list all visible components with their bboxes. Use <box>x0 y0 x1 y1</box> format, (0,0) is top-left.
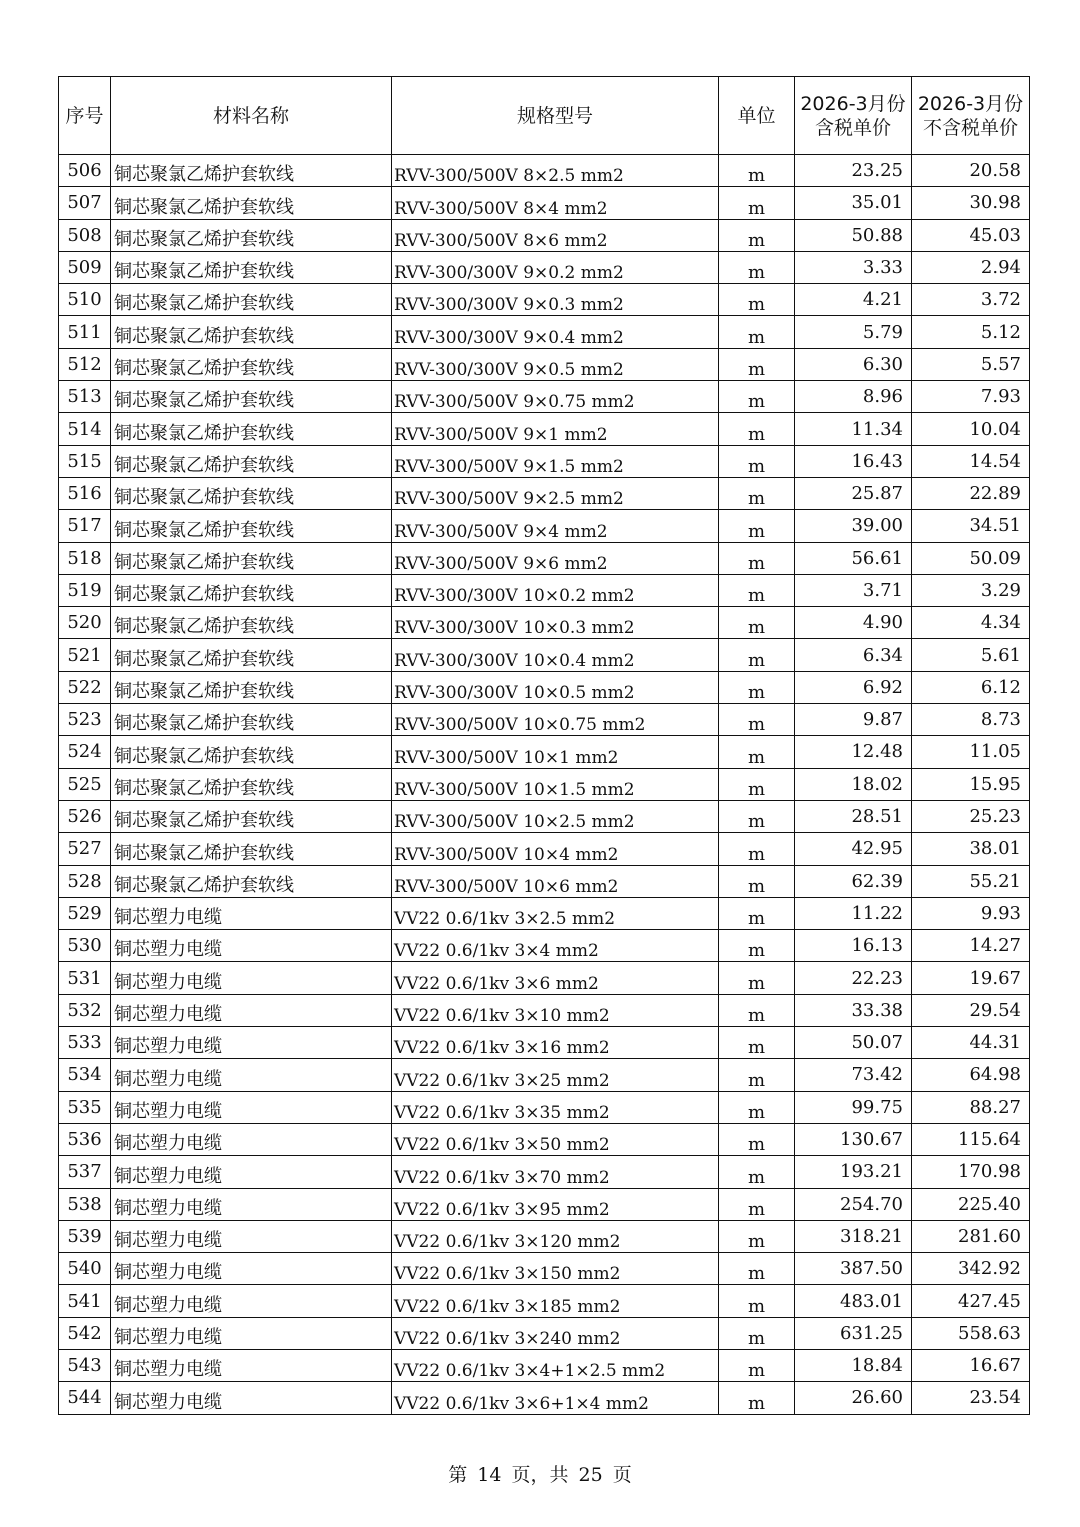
table-row <box>59 897 1030 929</box>
cell-unit: m <box>719 1156 795 1188</box>
cell-price-tax: 26.60 <box>795 1382 912 1414</box>
table-row <box>59 381 1030 413</box>
cell-unit: m <box>719 671 795 703</box>
cell-name: 铜芯聚氯乙烯护套软线 <box>111 445 392 477</box>
cell-name: 铜芯聚氯乙烯护套软线 <box>111 800 392 832</box>
table-row <box>59 1156 1030 1188</box>
cell-price-tax: 318.21 <box>795 1220 912 1252</box>
header-price-tax-line2: 含税单价 <box>814 116 891 139</box>
cell-no: 509 <box>59 251 111 283</box>
cell-no: 543 <box>59 1349 111 1381</box>
cell-no: 523 <box>59 704 111 736</box>
cell-price-notax: 6.12 <box>912 671 1030 703</box>
cell-spec: VV22 0.6/1kv 3×16 mm2 <box>392 1027 719 1059</box>
cell-spec: RVV-300/300V 9×0.4 mm2 <box>392 316 719 348</box>
table-row <box>59 284 1030 316</box>
cell-spec: RVV-300/500V 10×6 mm2 <box>392 865 719 897</box>
cell-spec: VV22 0.6/1kv 3×70 mm2 <box>392 1156 719 1188</box>
header-price-tax-line1: 2026-3月份 <box>800 92 906 115</box>
cell-price-notax: 5.61 <box>912 639 1030 671</box>
cell-unit: m <box>719 1253 795 1285</box>
cell-unit: m <box>719 187 795 219</box>
cell-no: 541 <box>59 1285 111 1317</box>
table-row <box>59 800 1030 832</box>
cell-spec: VV22 0.6/1kv 3×120 mm2 <box>392 1220 719 1252</box>
cell-unit: m <box>719 865 795 897</box>
cell-unit: m <box>719 1349 795 1381</box>
cell-no: 519 <box>59 574 111 606</box>
cell-spec: RVV-300/500V 9×1 mm2 <box>392 413 719 445</box>
cell-name: 铜芯聚氯乙烯护套软线 <box>111 510 392 542</box>
cell-name: 铜芯塑力电缆 <box>111 1253 392 1285</box>
cell-price-tax: 193.21 <box>795 1156 912 1188</box>
table-row <box>59 542 1030 574</box>
table-row <box>59 930 1030 962</box>
table-row <box>59 1349 1030 1381</box>
table-row <box>59 1123 1030 1155</box>
cell-name: 铜芯聚氯乙烯护套软线 <box>111 381 392 413</box>
cell-price-notax: 342.92 <box>912 1253 1030 1285</box>
cell-unit: m <box>719 736 795 768</box>
table-row <box>59 445 1030 477</box>
cell-unit: m <box>719 833 795 865</box>
cell-spec: RVV-300/300V 9×0.3 mm2 <box>392 284 719 316</box>
table-row <box>59 1253 1030 1285</box>
cell-price-tax: 387.50 <box>795 1253 912 1285</box>
cell-price-tax: 11.22 <box>795 897 912 929</box>
table-row <box>59 510 1030 542</box>
cell-no: 510 <box>59 284 111 316</box>
cell-spec: RVV-300/300V 10×0.4 mm2 <box>392 639 719 671</box>
cell-no: 540 <box>59 1253 111 1285</box>
table-row <box>59 962 1030 994</box>
cell-unit: m <box>719 155 795 187</box>
cell-price-tax: 18.84 <box>795 1349 912 1381</box>
cell-unit: m <box>719 768 795 800</box>
cell-spec: RVV-300/500V 8×2.5 mm2 <box>392 155 719 187</box>
cell-name: 铜芯聚氯乙烯护套软线 <box>111 187 392 219</box>
cell-unit: m <box>719 219 795 251</box>
cell-spec: VV22 0.6/1kv 3×240 mm2 <box>392 1317 719 1349</box>
page-footer <box>0 1460 1080 1487</box>
cell-price-notax: 14.27 <box>912 930 1030 962</box>
cell-name: 铜芯聚氯乙烯护套软线 <box>111 316 392 348</box>
table-row <box>59 1091 1030 1123</box>
cell-unit: m <box>719 251 795 283</box>
cell-price-tax: 16.43 <box>795 445 912 477</box>
cell-price-tax: 483.01 <box>795 1285 912 1317</box>
cell-price-notax: 23.54 <box>912 1382 1030 1414</box>
cell-spec: RVV-300/500V 9×4 mm2 <box>392 510 719 542</box>
footer-total-pages: 25 <box>578 1464 603 1486</box>
header-no: 序号 <box>59 77 111 155</box>
cell-price-tax: 22.23 <box>795 962 912 994</box>
cell-no: 521 <box>59 639 111 671</box>
cell-price-notax: 14.54 <box>912 445 1030 477</box>
cell-price-tax: 42.95 <box>795 833 912 865</box>
cell-no: 534 <box>59 1059 111 1091</box>
cell-no: 514 <box>59 413 111 445</box>
cell-price-tax: 6.34 <box>795 639 912 671</box>
cell-no: 520 <box>59 607 111 639</box>
cell-price-notax: 9.93 <box>912 897 1030 929</box>
cell-price-tax: 50.88 <box>795 219 912 251</box>
table-row <box>59 219 1030 251</box>
cell-name: 铜芯塑力电缆 <box>111 1027 392 1059</box>
table-row <box>59 865 1030 897</box>
table-row <box>59 348 1030 380</box>
table-row <box>59 736 1030 768</box>
table-row <box>59 187 1030 219</box>
cell-price-tax: 25.87 <box>795 477 912 509</box>
table-row <box>59 1059 1030 1091</box>
cell-spec: VV22 0.6/1kv 3×2.5 mm2 <box>392 897 719 929</box>
cell-no: 511 <box>59 316 111 348</box>
table-row <box>59 1317 1030 1349</box>
cell-name: 铜芯塑力电缆 <box>111 1285 392 1317</box>
cell-name: 铜芯聚氯乙烯护套软线 <box>111 574 392 606</box>
cell-price-notax: 19.67 <box>912 962 1030 994</box>
cell-spec: VV22 0.6/1kv 3×6 mm2 <box>392 962 719 994</box>
cell-name: 铜芯聚氯乙烯护套软线 <box>111 477 392 509</box>
table-row <box>59 704 1030 736</box>
cell-price-notax: 225.40 <box>912 1188 1030 1220</box>
cell-no: 506 <box>59 155 111 187</box>
cell-spec: RVV-300/500V 9×0.75 mm2 <box>392 381 719 413</box>
cell-unit: m <box>719 607 795 639</box>
cell-name: 铜芯聚氯乙烯护套软线 <box>111 833 392 865</box>
cell-no: 539 <box>59 1220 111 1252</box>
cell-no: 517 <box>59 510 111 542</box>
cell-no: 528 <box>59 865 111 897</box>
cell-spec: VV22 0.6/1kv 3×50 mm2 <box>392 1123 719 1155</box>
cell-price-notax: 25.23 <box>912 800 1030 832</box>
cell-no: 512 <box>59 348 111 380</box>
cell-price-tax: 254.70 <box>795 1188 912 1220</box>
table-row <box>59 833 1030 865</box>
cell-price-tax: 99.75 <box>795 1091 912 1123</box>
cell-no: 513 <box>59 381 111 413</box>
footer-suffix: 页 <box>612 1464 632 1486</box>
cell-price-notax: 170.98 <box>912 1156 1030 1188</box>
cell-price-notax: 115.64 <box>912 1123 1030 1155</box>
table-row <box>59 413 1030 445</box>
header-price-notax-line2: 不含税单价 <box>922 116 1018 139</box>
cell-name: 铜芯塑力电缆 <box>111 962 392 994</box>
cell-price-notax: 50.09 <box>912 542 1030 574</box>
footer-prefix: 第 <box>448 1464 468 1486</box>
cell-name: 铜芯聚氯乙烯护套软线 <box>111 639 392 671</box>
cell-name: 铜芯塑力电缆 <box>111 1349 392 1381</box>
cell-unit: m <box>719 284 795 316</box>
cell-name: 铜芯聚氯乙烯护套软线 <box>111 219 392 251</box>
cell-name: 铜芯聚氯乙烯护套软线 <box>111 736 392 768</box>
cell-no: 537 <box>59 1156 111 1188</box>
cell-no: 530 <box>59 930 111 962</box>
cell-name: 铜芯聚氯乙烯护套软线 <box>111 284 392 316</box>
cell-unit: m <box>719 413 795 445</box>
cell-price-notax: 7.93 <box>912 381 1030 413</box>
cell-price-tax: 33.38 <box>795 994 912 1026</box>
cell-price-tax: 16.13 <box>795 930 912 962</box>
cell-unit: m <box>719 1091 795 1123</box>
cell-no: 522 <box>59 671 111 703</box>
cell-no: 508 <box>59 219 111 251</box>
cell-price-tax: 4.90 <box>795 607 912 639</box>
header-price-notax-line1: 2026-3月份 <box>917 92 1024 115</box>
cell-price-tax: 6.30 <box>795 348 912 380</box>
cell-spec: VV22 0.6/1kv 3×95 mm2 <box>392 1188 719 1220</box>
cell-spec: RVV-300/500V 8×6 mm2 <box>392 219 719 251</box>
header-price-tax <box>795 77 912 155</box>
cell-unit: m <box>719 1382 795 1414</box>
cell-name: 铜芯聚氯乙烯护套软线 <box>111 413 392 445</box>
cell-spec: RVV-300/500V 10×0.75 mm2 <box>392 704 719 736</box>
cell-unit: m <box>719 1123 795 1155</box>
cell-price-tax: 50.07 <box>795 1027 912 1059</box>
header-name: 材料名称 <box>111 77 392 155</box>
cell-unit: m <box>719 574 795 606</box>
cell-spec: VV22 0.6/1kv 3×150 mm2 <box>392 1253 719 1285</box>
cell-unit: m <box>719 477 795 509</box>
cell-unit: m <box>719 1220 795 1252</box>
table-row <box>59 639 1030 671</box>
cell-price-tax: 28.51 <box>795 800 912 832</box>
cell-price-tax: 35.01 <box>795 187 912 219</box>
header-unit: 单位 <box>719 77 795 155</box>
cell-no: 542 <box>59 1317 111 1349</box>
table-row <box>59 1188 1030 1220</box>
cell-unit: m <box>719 897 795 929</box>
cell-spec: RVV-300/500V 9×2.5 mm2 <box>392 477 719 509</box>
cell-no: 507 <box>59 187 111 219</box>
cell-name: 铜芯聚氯乙烯护套软线 <box>111 155 392 187</box>
table-row <box>59 1285 1030 1317</box>
cell-spec: RVV-300/500V 8×4 mm2 <box>392 187 719 219</box>
cell-price-notax: 22.89 <box>912 477 1030 509</box>
table-row <box>59 251 1030 283</box>
cell-price-notax: 5.12 <box>912 316 1030 348</box>
cell-price-tax: 3.33 <box>795 251 912 283</box>
cell-spec: VV22 0.6/1kv 3×10 mm2 <box>392 994 719 1026</box>
cell-name: 铜芯塑力电缆 <box>111 1059 392 1091</box>
cell-unit: m <box>719 1317 795 1349</box>
table-row <box>59 994 1030 1026</box>
cell-name: 铜芯塑力电缆 <box>111 1091 392 1123</box>
table-row <box>59 768 1030 800</box>
cell-price-tax: 73.42 <box>795 1059 912 1091</box>
cell-price-notax: 88.27 <box>912 1091 1030 1123</box>
table-row <box>59 574 1030 606</box>
cell-no: 529 <box>59 897 111 929</box>
cell-price-notax: 45.03 <box>912 219 1030 251</box>
cell-price-notax: 8.73 <box>912 704 1030 736</box>
cell-spec: RVV-300/300V 10×0.3 mm2 <box>392 607 719 639</box>
cell-name: 铜芯聚氯乙烯护套软线 <box>111 704 392 736</box>
cell-price-notax: 2.94 <box>912 251 1030 283</box>
cell-name: 铜芯聚氯乙烯护套软线 <box>111 251 392 283</box>
cell-no: 526 <box>59 800 111 832</box>
cell-price-notax: 5.57 <box>912 348 1030 380</box>
table-row <box>59 477 1030 509</box>
cell-no: 516 <box>59 477 111 509</box>
cell-price-notax: 11.05 <box>912 736 1030 768</box>
cell-unit: m <box>719 445 795 477</box>
cell-price-notax: 3.29 <box>912 574 1030 606</box>
header-price-notax <box>912 77 1030 155</box>
cell-price-tax: 6.92 <box>795 671 912 703</box>
cell-price-notax: 20.58 <box>912 155 1030 187</box>
cell-price-tax: 18.02 <box>795 768 912 800</box>
cell-price-notax: 558.63 <box>912 1317 1030 1349</box>
cell-name: 铜芯塑力电缆 <box>111 1123 392 1155</box>
table-row <box>59 155 1030 187</box>
cell-spec: RVV-300/500V 9×6 mm2 <box>392 542 719 574</box>
cell-name: 铜芯塑力电缆 <box>111 930 392 962</box>
cell-name: 铜芯聚氯乙烯护套软线 <box>111 348 392 380</box>
cell-name: 铜芯塑力电缆 <box>111 994 392 1026</box>
table-row <box>59 316 1030 348</box>
table-row <box>59 671 1030 703</box>
cell-price-notax: 281.60 <box>912 1220 1030 1252</box>
cell-unit: m <box>719 930 795 962</box>
cell-name: 铜芯聚氯乙烯护套软线 <box>111 607 392 639</box>
price-table <box>58 76 1030 1415</box>
cell-unit: m <box>719 381 795 413</box>
cell-spec: VV22 0.6/1kv 3×35 mm2 <box>392 1091 719 1123</box>
cell-price-tax: 56.61 <box>795 542 912 574</box>
cell-price-notax: 34.51 <box>912 510 1030 542</box>
cell-no: 527 <box>59 833 111 865</box>
footer-middle: 页，共 <box>511 1464 569 1486</box>
cell-price-notax: 55.21 <box>912 865 1030 897</box>
cell-price-tax: 39.00 <box>795 510 912 542</box>
cell-price-tax: 12.48 <box>795 736 912 768</box>
cell-unit: m <box>719 316 795 348</box>
cell-price-notax: 427.45 <box>912 1285 1030 1317</box>
cell-no: 531 <box>59 962 111 994</box>
cell-spec: VV22 0.6/1kv 3×185 mm2 <box>392 1285 719 1317</box>
cell-no: 532 <box>59 994 111 1026</box>
cell-unit: m <box>719 348 795 380</box>
cell-spec: VV22 0.6/1kv 3×6+1×4 mm2 <box>392 1382 719 1414</box>
cell-name: 铜芯聚氯乙烯护套软线 <box>111 865 392 897</box>
table-header-row <box>59 77 1030 155</box>
cell-unit: m <box>719 994 795 1026</box>
cell-no: 536 <box>59 1123 111 1155</box>
cell-spec: RVV-300/300V 10×0.5 mm2 <box>392 671 719 703</box>
cell-price-notax: 4.34 <box>912 607 1030 639</box>
cell-price-notax: 15.95 <box>912 768 1030 800</box>
cell-name: 铜芯塑力电缆 <box>111 1317 392 1349</box>
cell-price-notax: 38.01 <box>912 833 1030 865</box>
cell-spec: VV22 0.6/1kv 3×25 mm2 <box>392 1059 719 1091</box>
cell-unit: m <box>719 510 795 542</box>
cell-price-notax: 64.98 <box>912 1059 1030 1091</box>
cell-price-tax: 3.71 <box>795 574 912 606</box>
cell-name: 铜芯聚氯乙烯护套软线 <box>111 542 392 574</box>
cell-name: 铜芯塑力电缆 <box>111 897 392 929</box>
cell-spec: RVV-300/500V 10×1 mm2 <box>392 736 719 768</box>
cell-name: 铜芯塑力电缆 <box>111 1188 392 1220</box>
cell-name: 铜芯聚氯乙烯护套软线 <box>111 768 392 800</box>
cell-spec: RVV-300/300V 10×0.2 mm2 <box>392 574 719 606</box>
cell-spec: VV22 0.6/1kv 3×4 mm2 <box>392 930 719 962</box>
cell-name: 铜芯塑力电缆 <box>111 1156 392 1188</box>
cell-name: 铜芯聚氯乙烯护套软线 <box>111 671 392 703</box>
cell-no: 525 <box>59 768 111 800</box>
header-spec: 规格型号 <box>392 77 719 155</box>
cell-unit: m <box>719 800 795 832</box>
cell-spec: RVV-300/500V 10×1.5 mm2 <box>392 768 719 800</box>
cell-spec: RVV-300/500V 9×1.5 mm2 <box>392 445 719 477</box>
cell-unit: m <box>719 704 795 736</box>
cell-price-tax: 130.67 <box>795 1123 912 1155</box>
table-row <box>59 1382 1030 1414</box>
cell-unit: m <box>719 962 795 994</box>
cell-price-notax: 29.54 <box>912 994 1030 1026</box>
table-body <box>59 155 1030 1415</box>
footer-page-number: 14 <box>477 1464 502 1486</box>
cell-name: 铜芯塑力电缆 <box>111 1220 392 1252</box>
cell-unit: m <box>719 1285 795 1317</box>
cell-unit: m <box>719 1188 795 1220</box>
cell-price-notax: 44.31 <box>912 1027 1030 1059</box>
cell-unit: m <box>719 1059 795 1091</box>
cell-price-notax: 30.98 <box>912 187 1030 219</box>
cell-spec: RVV-300/500V 10×4 mm2 <box>392 833 719 865</box>
cell-price-tax: 4.21 <box>795 284 912 316</box>
cell-price-tax: 62.39 <box>795 865 912 897</box>
cell-price-notax: 3.72 <box>912 284 1030 316</box>
cell-no: 518 <box>59 542 111 574</box>
cell-spec: RVV-300/300V 9×0.2 mm2 <box>392 251 719 283</box>
cell-unit: m <box>719 639 795 671</box>
cell-price-tax: 631.25 <box>795 1317 912 1349</box>
cell-name: 铜芯塑力电缆 <box>111 1382 392 1414</box>
cell-no: 544 <box>59 1382 111 1414</box>
cell-price-tax: 11.34 <box>795 413 912 445</box>
table-row <box>59 1027 1030 1059</box>
cell-price-tax: 5.79 <box>795 316 912 348</box>
cell-unit: m <box>719 1027 795 1059</box>
cell-price-tax: 23.25 <box>795 155 912 187</box>
cell-no: 515 <box>59 445 111 477</box>
cell-price-notax: 16.67 <box>912 1349 1030 1381</box>
cell-price-tax: 9.87 <box>795 704 912 736</box>
cell-unit: m <box>719 542 795 574</box>
table-row <box>59 1220 1030 1252</box>
cell-no: 535 <box>59 1091 111 1123</box>
cell-spec: RVV-300/300V 9×0.5 mm2 <box>392 348 719 380</box>
cell-spec: VV22 0.6/1kv 3×4+1×2.5 mm2 <box>392 1349 719 1381</box>
cell-no: 524 <box>59 736 111 768</box>
cell-price-tax: 8.96 <box>795 381 912 413</box>
cell-price-notax: 10.04 <box>912 413 1030 445</box>
table-row <box>59 607 1030 639</box>
cell-no: 538 <box>59 1188 111 1220</box>
cell-no: 533 <box>59 1027 111 1059</box>
cell-spec: RVV-300/500V 10×2.5 mm2 <box>392 800 719 832</box>
